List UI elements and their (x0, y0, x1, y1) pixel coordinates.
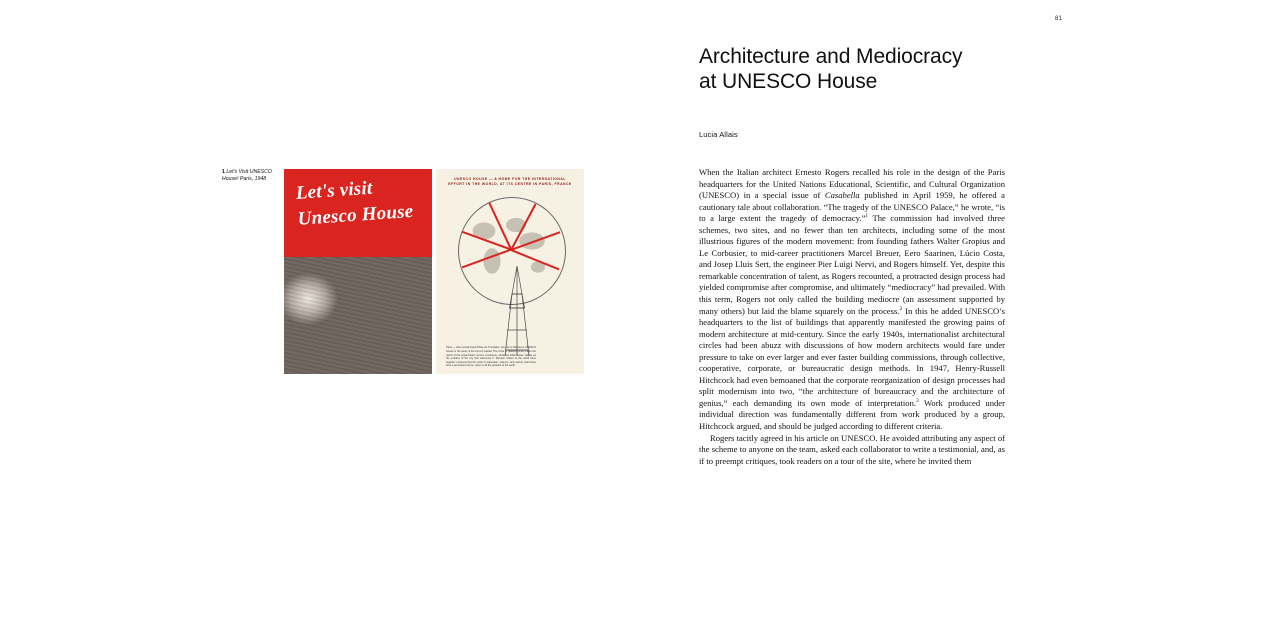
article-title-line-1: Architecture and Mediocracy (699, 45, 963, 68)
page-title (699, 44, 1019, 94)
diagram-image (436, 169, 584, 374)
diagram-heading: UNESCO HOUSE — A HOME FOR THE INTERNATIONAL EFFORT IN THE WORLD, AT ITS CENTRE IN PARIS, FRANCE (448, 177, 572, 187)
poster-title-line-1: Let's visit (295, 177, 374, 204)
body-paragraph: Rogers tacitly agreed in his article on UNESCO. He avoided attributing any aspect of the scheme to anyone on the team, asked each collaborator to write a testimonial, and, as if to preempt critiques, took readers on a tour of the site, where he invited them (699, 432, 1005, 466)
article-body (699, 167, 1005, 467)
article-header (699, 44, 1019, 139)
poster-title (295, 172, 428, 233)
figure-caption (222, 169, 280, 183)
figure-number: 1 (222, 169, 225, 175)
page-number: 81 (1055, 16, 1063, 22)
article-author: Lucia Allais (699, 130, 738, 139)
poster-image (284, 169, 432, 374)
article-title-line-2: at UNESCO House (699, 70, 878, 93)
poster-title-line-2: Unesco House (296, 200, 415, 230)
figure-caption-text: Let's Visit UNESCO House! Paris, 1948 (222, 169, 272, 182)
body-paragraph: When the Italian architect Ernesto Rogers recalled his role in the design of the Paris headquarters for the United Nations Educational, Scientific, and Cultural Organization (UNESCO) in a special issue of Casabella published in April 1959, he offered a cautionary tale about collaboration. “The tragedy of the UNESCO Palace,” he wrote, “is to a large extent the tragedy of democracy.”$^1$ The commission had involved three schemes, two sites, and no fewer than ten architects, including some of the most illustrious figures of the modern movement: from founding fathers Walter Gropius and Le Corbusier, to mid-career practitioners Marcel Breuer, Eero Saarinen, Lúcio Costa, and Josep Lluis Sert, the engineer Pier Luigi Nervi, and Rogers himself. Yet, despite this remarkable concentration of talent, as Rogers recounted, a protracted design process had yielded compromise after compromise, and ultimately “mediocracy” had prevailed. With this term, Rogers not only called the building mediocre (an assessment supported by many others) but laid the blame squarely on the process.$^2$ In this he added UNESCO’s headquarters to the list of buildings that apparently manifested the growing pains of modern architecture at mid-century. Since the early 1940s, internationalist architectural circles had been abuzz with discussions of how modern architects would fare under pressure to take on ever larger and ever faster building commissions, through collective, cooperative, corporate, or bureaucratic design methods. In 1947, Henry-Russell Hitchcock had even bemoaned that the corporate reorganization of design processes had split modernism into two, “the architecture of bureaucracy and the architecture of genius,” each demanding its own mode of interpretation.$^3$ Work produced under individual direction was fundamentally different from work produced by a group, Hitchcock argued, and should be judged according to different criteria. (699, 167, 1005, 432)
diagram-body-text: Paris — Here would stand Place du Trocadéro, the site of the future UNESCO House in the heart of the French capital. The circle of radiating lines marks the reach of the organization across continents, while the Eiffel Tower stands as the emblem of the city that welcomes it. Member States of the world have together resolved that the work of education, science, and culture shall have here a permanent home, open to all the peoples of the earth. (446, 346, 536, 368)
eiffel-tower-icon (500, 264, 534, 356)
poster-crowd-photo (284, 257, 432, 374)
figure-images (284, 169, 584, 374)
